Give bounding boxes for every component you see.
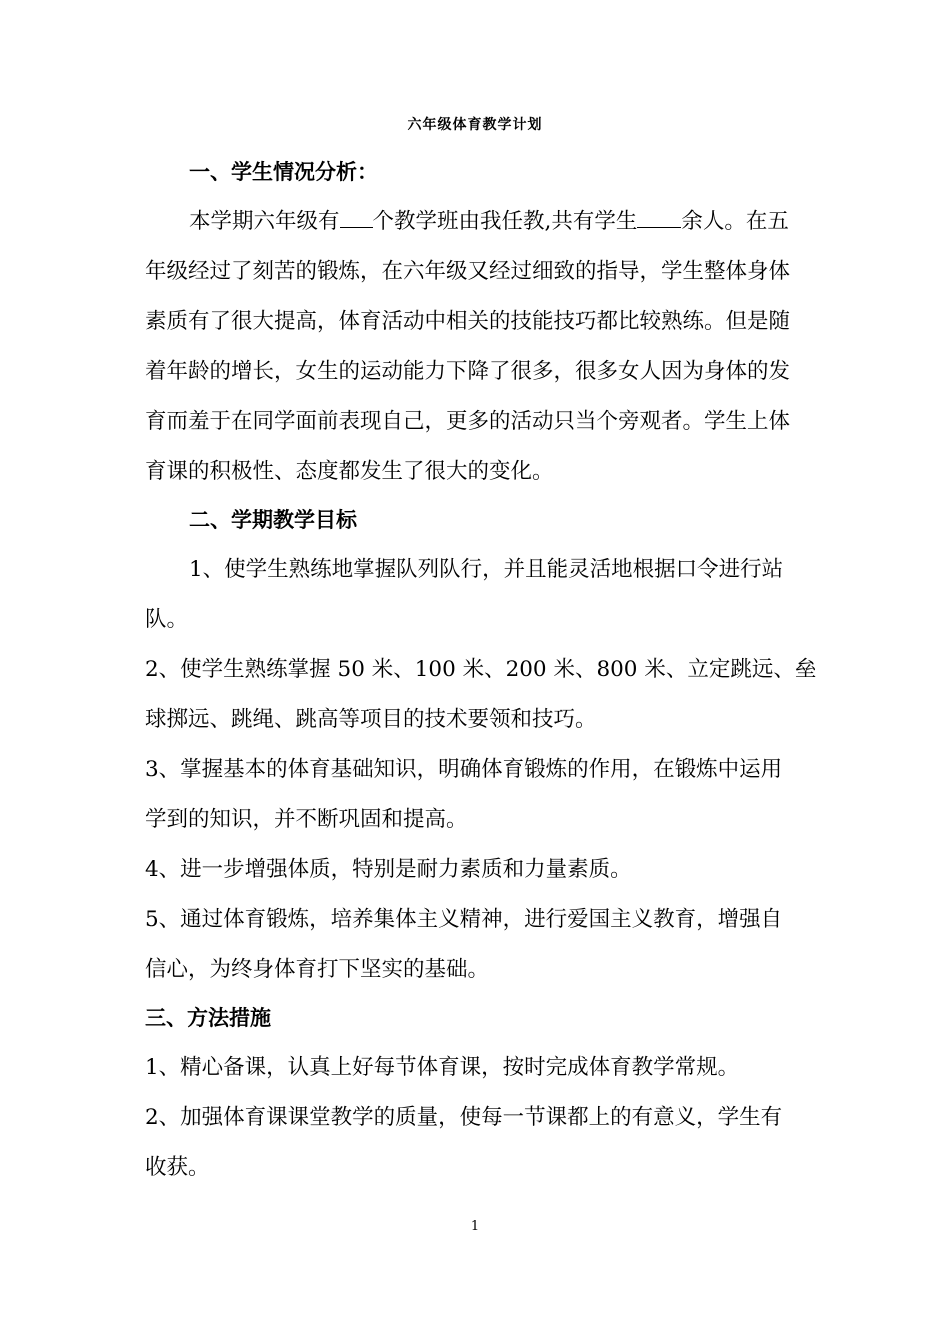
page-number: 1 [470,1219,480,1234]
paragraph-line-5: 育而羞于在同学面前表现自己，更多的活动只当个旁观者。学生上体 [145,409,791,434]
goal-item-2-cont: 球掷远、跳绳、跳高等项目的技术要领和技巧。 [145,707,597,732]
paragraph-text-1: 本学期六年级有 [189,209,340,234]
goal-item-1: 1、使学生熟练地掌握队列队行，并且能灵活地根据口令进行站 [189,557,784,582]
paragraph-line-4: 着年龄的增长，女生的运动能力下降了很多，很多女人因为身体的发 [145,359,791,384]
goal-item-2: 2、使学生熟练掌握 50 米、100 米、200 米、800 米、立定跳远、垒 [145,657,817,682]
method-item-2: 2、加强体育课课堂教学的质量，使每一节课都上的有意义，学生有 [145,1105,783,1130]
goal-item-3: 3、掌握基本的体育基础知识，明确体育锻炼的作用，在锻炼中运用 [145,757,783,782]
paragraph-line-1 [189,197,789,247]
class-count-blank [340,207,373,228]
section-heading-2: 二、学期教学目标 [189,508,357,532]
paragraph-line-3: 素质有了很大提高，体育活动中相关的技能技巧都比较熟练。但是随 [145,309,791,334]
paragraph-text-2: 个教学班由我任教,共有学生 [372,209,638,234]
document-title: 六年级体育教学计划 [407,117,543,133]
method-item-2-cont: 收获。 [145,1155,210,1180]
goal-item-4: 4、进一步增强体质，特别是耐力素质和力量素质。 [145,857,632,882]
student-count-blank [637,207,681,228]
method-item-1: 1、精心备课，认真上好每节体育课，按时完成体育教学常规。 [145,1055,740,1080]
section-heading-1: 一、学生情况分析： [189,160,378,184]
goal-item-5: 5、通过体育锻炼，培养集体主义精神，进行爱国主义教育，增强自 [145,907,783,932]
goal-item-3-cont: 学到的知识，并不断巩固和提高。 [145,807,468,832]
paragraph-text-3: 余人。在五 [681,209,789,234]
paragraph-line-2: 年级经过了刻苦的锻炼，在六年级又经过细致的指导，学生整体身体 [145,259,791,284]
goal-item-5-cont: 信心，为终身体育打下坚实的基础。 [145,957,490,982]
goal-item-1-cont: 队。 [145,607,189,632]
section-heading-3: 三、方法措施 [145,1006,271,1030]
paragraph-line-6: 育课的积极性、态度都发生了很大的变化。 [145,459,554,484]
